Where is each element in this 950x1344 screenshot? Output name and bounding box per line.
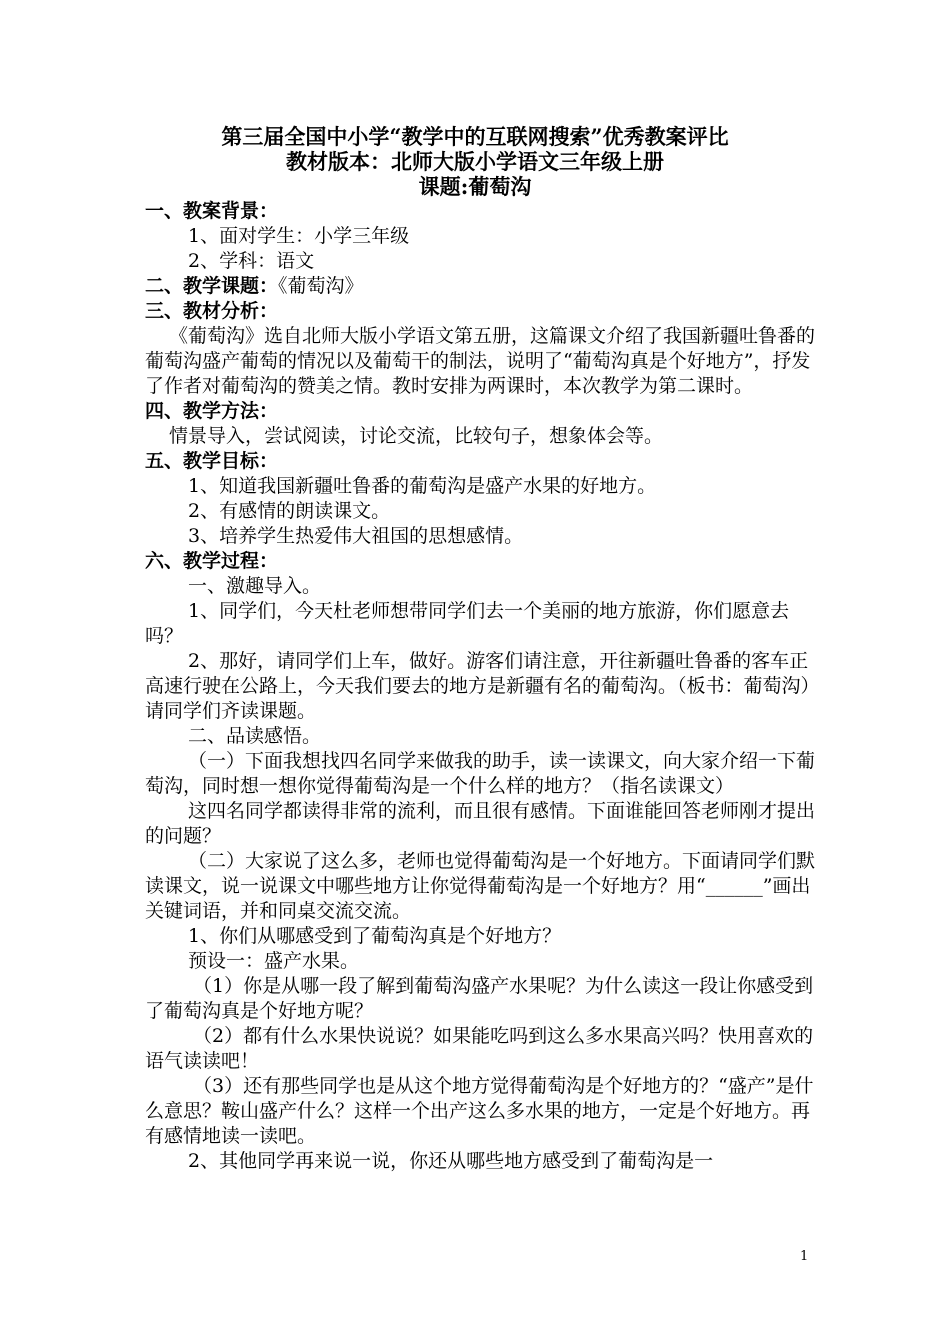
section-heading-analysis: 三、教材分析： xyxy=(145,300,279,322)
process-paragraph: 1、同学们，今天杜老师想带同学们去一个美丽的地方旅游，你们愿意去吗？ xyxy=(145,600,790,647)
background-item-students: 1、面对学生：小学三年级 xyxy=(188,225,410,247)
process-paragraph: （3）还有那些同学也是从这个地方觉得葡萄沟是个好地方的？“盛产”是什么意思？鞍山盛产什么？这样一个出产这么多水果的地方，一定是个好地方。再有感情地读一读吧。 xyxy=(145,1075,814,1147)
process-paragraph: 这四名同学都读得非常的流利，而且很有感情。下面谁能回答老师刚才提出的问题？ xyxy=(145,800,816,847)
title-block xyxy=(0,124,950,199)
process-paragraph: 2、其他同学再来说一说，你还从哪些地方感受到了葡萄沟是一 xyxy=(188,1150,714,1172)
method-paragraph: 情景导入，尝试阅读，讨论交流，比较句子，想象体会等。 xyxy=(169,425,664,447)
textbook-edition: 教材版本：北师大版小学语文三年级上册 xyxy=(286,149,664,174)
goal-item: 3、培养学生热爱伟大祖国的思想感情。 xyxy=(188,525,524,547)
process-paragraph: 预设一：盛产水果。 xyxy=(188,950,360,972)
section-heading-background: 一、教案背景： xyxy=(145,200,279,222)
background-item-subject: 2、学科：语文 xyxy=(188,250,315,272)
lesson-topic: 课题:葡萄沟 xyxy=(418,174,532,199)
process-paragraph: （2）都有什么水果快说说？如果能吃吗到这么多水果高兴吗？快用喜欢的语气读读吧！ xyxy=(145,1025,814,1072)
section-heading-goals: 五、教学目标： xyxy=(145,450,279,472)
section-heading-method: 四、教学方法： xyxy=(145,400,279,422)
goal-item: 1、知道我国新疆吐鲁番的葡萄沟是盛产水果的好地方。 xyxy=(188,475,657,497)
process-paragraph: 一、激趣导入。 xyxy=(188,575,322,597)
page-number: 1 xyxy=(800,1249,809,1264)
process-paragraph: （一）下面我想找四名同学来做我的助手，读一读课文，向大家介绍一下葡萄沟，同时想一想你觉得葡萄沟是一个什么样的地方？（指名读课文） xyxy=(145,750,816,797)
process-paragraph: 2、那好，请同学们上车，做好。游客们请注意，开往新疆吐鲁番的客车正高速行驶在公路上，今天我们要去的地方是新疆有名的葡萄沟。（板书：葡萄沟）请同学们齐读课题。 xyxy=(145,650,820,722)
section-heading-topic xyxy=(145,274,820,299)
analysis-paragraph: 《葡萄沟》选自北师大版小学语文第五册，这篇课文介绍了我国新疆吐鲁番的葡萄沟盛产葡萄的情况以及葡萄干的制法，说明了“葡萄沟真是个好地方”，抒发了作者对葡萄沟的赞美之情。教时安排为两课时，本次教学为第二课时。 xyxy=(145,325,816,397)
process-paragraph: （二）大家说了这么多，老师也觉得葡萄沟是一个好地方。下面请同学们默读课文，说一说课文中哪些地方让你觉得葡萄沟是一个好地方？用“______”画出关键词语，并和同桌交流交流。 xyxy=(145,850,816,922)
process-paragraph: 二、品读感悟。 xyxy=(188,725,322,747)
goal-item: 2、有感情的朗读课文。 xyxy=(188,500,391,522)
topic-label: 二、教学课题： xyxy=(145,275,279,297)
process-paragraph: 1、你们从哪感受到了葡萄沟真是个好地方？ xyxy=(188,925,562,947)
document-body xyxy=(145,199,820,1174)
process-paragraph: （1）你是从哪一段了解到葡萄沟盛产水果呢？为什么读这一段让你感受到了葡萄沟真是个好地方呢？ xyxy=(145,975,814,1022)
document-title: 第三届全国中小学“教学中的互联网搜索”优秀教案评比 xyxy=(221,124,729,149)
section-heading-process: 六、教学过程： xyxy=(145,550,279,572)
topic-value: 《葡萄沟》 xyxy=(278,275,364,297)
